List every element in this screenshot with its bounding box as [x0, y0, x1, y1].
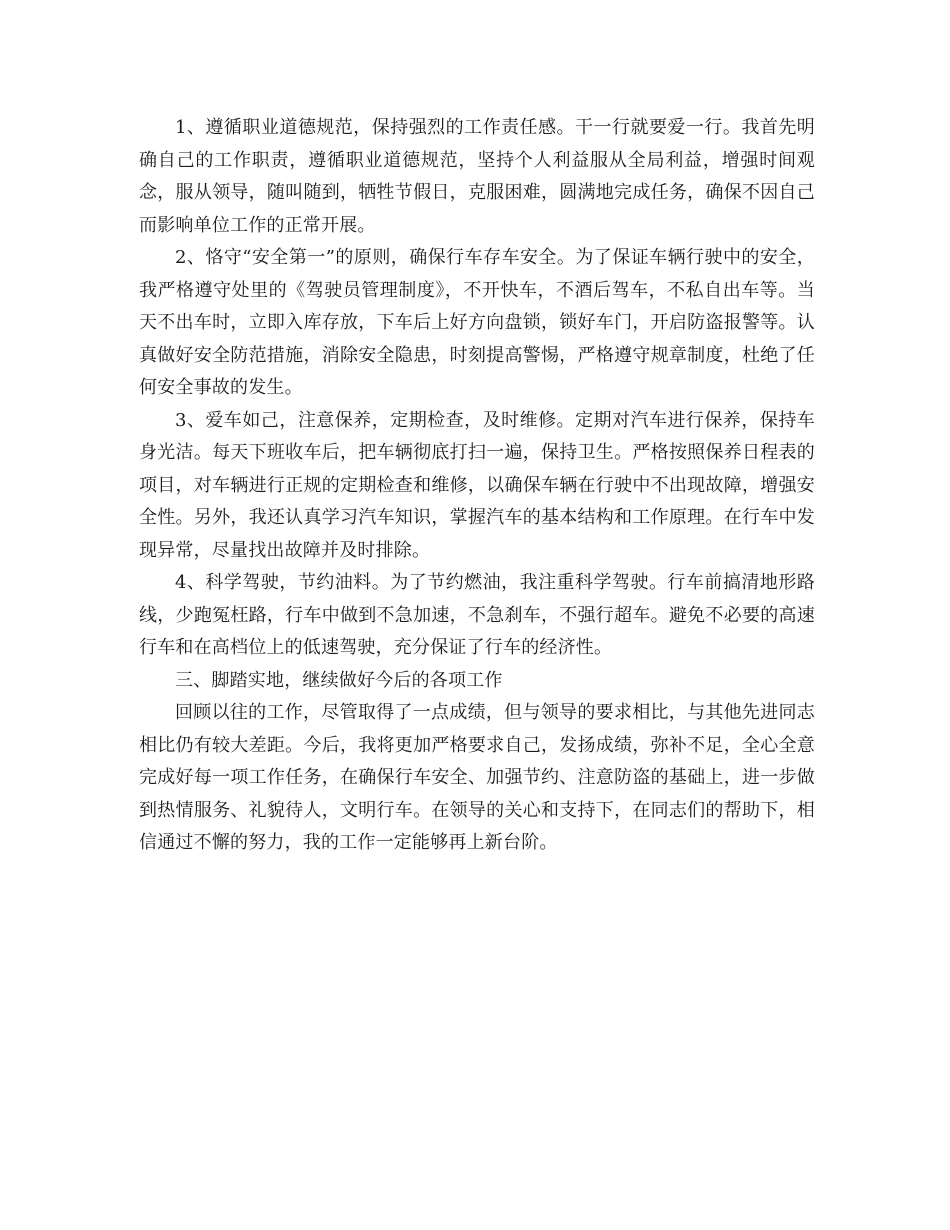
document-page — [139, 112, 815, 860]
paragraph-5: 回顾以往的工作，尽管取得了一点成绩，但与领导的要求相比，与其他先进同志相比仍有较大差距。今后，我将更加严格要求自己，发扬成绩，弥补不足，全心全意完成好每一项工作任务，在确保行车安全、加强节约、注意防盗的基础上，进一步做到热情服务、礼貌待人，文明行车。在领导的关心和支持下，在同志们的帮助下，相信通过不懈的努力，我的工作一定能够再上新台阶。 — [139, 702, 815, 853]
paragraph-2: 2、恪守“安全第一”的原则，确保行车存车安全。为了保证车辆行驶中的安全，我严格遵守处里的《驾驶员管理制度》，不开快车，不酒后驾车，不私自出车等。当天不出车时，立即入库存放，下车后上好方向盘锁，锁好车门，开启防盗报警等。认真做好安全防范措施，消除安全隐患，时刻提高警惕，严格遵守规章制度，杜绝了任何安全事故的发生。 — [139, 247, 815, 398]
paragraph-3: 3、爱车如己，注意保养，定期检查，及时维修。定期对汽车进行保养，保持车身光洁。每天下班收车后，把车辆彻底打扫一遍，保持卫生。严格按照保养日程表的项目，对车辆进行正规的定期检查和维修，以确保车辆在行驶中不出现故障，增强安全性。另外，我还认真学习汽车知识，掌握汽车的基本结构和工作原理。在行车中发现异常，尽量找出故障并及时排除。 — [139, 409, 815, 561]
section-heading: 三、脚踏实地，继续做好今后的各项工作 — [175, 669, 503, 691]
paragraph-1: 1、遵循职业道德规范，保持强烈的工作责任感。干一行就要爱一行。我首先明确自己的工作职责，遵循职业道德规范，坚持个人利益服从全局利益，增强时间观念，服从领导，随叫随到，牺牲节假日，克服困难，圆满地完成任务，确保不因自己而影响单位工作的正常开展。 — [139, 117, 815, 236]
paragraph-4: 4、科学驾驶，节约油料。为了节约燃油，我注重科学驾驶。行车前搞清地形路线，少跑冤枉路，行车中做到不急加速，不急刹车，不强行超车。避免不必要的高速行车和在高档位上的低速驾驶，充分保证了行车的经济性。 — [139, 572, 815, 658]
